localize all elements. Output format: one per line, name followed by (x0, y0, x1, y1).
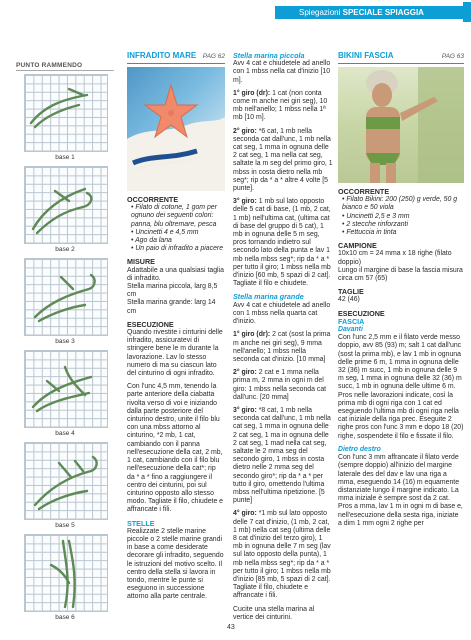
stitch-label-3: base 3 (55, 338, 75, 345)
stelle-text: Realizzate 2 stelle marine piccole o 2 stelle marine grandi in base a come desiderate decorare gli infradito, seguendo le istruzioni del motivo scelto. Il centro della stella si lavora in tondo, mentre le punte si eseguono in successione attorno alla parte centrale. (127, 527, 224, 601)
stitch-diagram-2 (24, 166, 108, 244)
material-item: • 2 stecche rinforzanti (342, 220, 408, 228)
stitch-label-4: base 4 (55, 430, 75, 437)
bikini-title: BIKINI FASCIA (338, 51, 394, 60)
infradito-photo (127, 67, 225, 191)
infradito-materials (127, 204, 225, 253)
bikini-photo (338, 67, 464, 183)
header-banner (0, 0, 471, 24)
section-title: SPECIALE SPIAGGIA (342, 8, 424, 17)
stella-piccola-giro-2: 2° giro: *6 cat, 1 mb nella seconda cat dall'unc, 1 mb nella cat seg, 1 mma in ognuna delle 2 cat seg, 1 ma nella cat seg, saltate la m seg del primo giro, 1 mbss in costa dietro nella mb seg*; rip da * a * altre 4 volte [5 punte]. (233, 127, 333, 193)
infradito-esecuzione-p1: Quando rivestite i cinturini delle infradito, assicuratevi di stringere bene le m durante la lavorazione. Lav lo stesso numero di ma su ciascun lato del cinturino di ogni infradito. (127, 329, 223, 378)
sidebar-rule (16, 70, 114, 71)
stitch-label-1: base 1 (55, 154, 75, 161)
bikini-campione-text-2: Lungo il margine di base la fascia misura circa cm 57 (65) (338, 266, 463, 283)
section-bar (275, 6, 471, 19)
stella-piccola-giro-1: 1° giro (dr): 1 cat (non conta come m anche nei giri seg), 10 mb nell'anello; 1 mbss nella 1ª mb [10 m]. (233, 89, 328, 122)
stella-grande-title: Stella marina grande (233, 292, 304, 302)
stella-piccola-giro-3: 3° giro: 1 mb sul lato opposto delle 5 cat di base, (1 mb, 2 cat, 1 mb) nell'ultima cat, (ultima cat di base del gruppo di 5 cat), 1 mb in ognuna delle 5 m seg, pros tornando indietro sul secondo lato della punta e lav 1 mb nella mbss seg*; rip da * a * per tutto il giro; 1 mbss nella mb d'inizio [60 mb, 5 spazi di 2 cat]. Tagliate il filo e chiudete. (233, 198, 331, 288)
fascia-title: FASCIA (338, 316, 365, 326)
column-bikini (338, 52, 464, 533)
infradito-esecuzione-title: ESECUZIONE (127, 319, 174, 329)
stella-closing: Cucite una stella marina al vertice dei cinturini. (233, 605, 315, 621)
material-item: • Ago da lana (131, 237, 172, 245)
bikini-title-row (338, 52, 464, 64)
stitch-label-2: base 2 (55, 246, 75, 253)
stitch-label-5: base 5 (55, 522, 75, 529)
material-item: • Uncinetti 2,5 e 3 mm (342, 212, 410, 220)
stitch-label-6: base 6 (55, 614, 75, 621)
stitch-diagram-6 (24, 534, 108, 612)
dietro-text: Con l'unc 3 mm affrancate il filato verde (sempre doppio) all'inizio del margine laterale des del dav e lav una riga a mma, eseguendo 14 (16) m equamente distanziate lungo il margine indicato. La mma iniziale è sempre sost da 2 cat. Pros a mma, lav 1 m in ogni m di base e, nell'esecuzione della sesta riga, iniziate a dim 1 mm ogni 2 righe per (338, 454, 463, 527)
section-label: Spiegazioni (299, 8, 341, 17)
section-tab (463, 2, 471, 22)
stella-grande-intro: Avv 4 cat e chiudetele ad anello con 1 mbss nella quarta cat d'inizio. (233, 301, 331, 326)
stitch-sidebar (16, 62, 114, 622)
stella-grande-giro-3: 3° giro: *8 cat, 1 mb nella seconda cat dall'unc, 1 mb nella cat seg, 1 mma in ognuna delle 2 cat seg, 1 ma in ognuna delle 2 cat seg, 1 mad nella cat seg, saltate le 2 mma seg del secondo giro, 1 mbss in costa dietro nelle 2 mma seg del secondo giro*; rip da * a * per tutto il giro, omettendo l'ultima mbss nell'ultima ripetizione. [5 punte] (233, 406, 331, 505)
stitch-diagram-4 (24, 350, 108, 428)
infradito-misure-line: Stella marina grande: larg 14 cm (127, 299, 216, 315)
infradito-page-ref: PAG 62 (202, 53, 225, 60)
stitch-diagram-1 (24, 74, 108, 152)
bikini-campione-text: 10x10 cm = 24 mma x 18 righe (filato doppio) (338, 250, 452, 266)
davanti-title: Davanti (338, 326, 363, 334)
dietro-title: Dietro destro (338, 445, 381, 453)
infradito-misure-text: Adattabile a una qualsiasi taglia di infradito. (127, 266, 224, 282)
stella-piccola-intro: Avv 4 cat e chiudetele ad anello con 1 mbss nella cat d'inizio [10 m]. (233, 60, 331, 84)
stella-grande-giro-4: 4° giro: *1 mb sul lato opposto delle 7 cat d'inizio, (1 mb, 2 cat, 1 mb) nella cat seg (ultima delle 8 cat d'inizio del terzo giro), 1 mb in ognuna delle 7 m seg (lav sul lato opposto della punta), 1 mb nella mbss seg*; rip da * a * per tutto il giro; 1 mbss nella mb d'inizio [85 mb, 5 spazi di 2 cat]. Tagliate il filo, chiudete e affrancate i fili. (233, 510, 331, 600)
infradito-occorrente-title: OCCORRENTE (127, 195, 179, 204)
infradito-misure-title: MISURE (127, 257, 155, 267)
infradito-title: INFRADITO MARE (127, 51, 197, 60)
material-item: • Uncinetti 4 e 4,5 mm (131, 228, 199, 236)
stella-grande-giro-1: 1° giro (dr): 2 cat (sost la prima m anche nei giri seg), 9 mma nell'anello; 1 mbss nella seconda cat d'inizio. [10 mma] (233, 331, 331, 363)
stella-grande-giro-2: 2° giro: 2 cat e 1 mma nella prima m, 2 mma in ogni m del giro: 1 mbss nella seconda cat dall'unc. [20 mma] (233, 369, 327, 401)
bikini-page-ref: PAG 63 (441, 53, 464, 60)
column-stella (233, 52, 333, 627)
bikini-occorrente-title: OCCORRENTE (338, 187, 390, 196)
infradito-title-row (127, 52, 225, 64)
bikini-taglie-title: TAGLIE (338, 287, 364, 297)
davanti-text: Con l'unc 2,5 mm e il filato verde messo doppio, avv 85 (93) m; salt 1 cat dall'unc (sost la prima mb), e lav 1 mb in ognuna delle prime 6 m, 1 mma in ognuna delle 32 (36) m succ, 1 mb in ognuna delle 9 m seg, 1 mma in ognuna delle 32 (36) m succ, 1 mb in ognuna delle ultime 6 m. Pros nelle lavorazioni indicate, così la prima mb di ogni riga con 1 cat ed eseguendo l'ultima mb di ogni riga nella cat iniziale della riga prec. Eseguite 2 righe pros con l'unc 3 mm e dopo 18 (20) righe, sospendete il filo e fissate il filo. (338, 334, 464, 440)
material-item: • Filato di cotone, 1 gom per ognuno dei seguenti colori: panna, blu oltremare, pesca (131, 204, 217, 228)
stella-piccola-title: Stella marina piccola (233, 51, 305, 60)
stitch-diagram-3 (24, 258, 108, 336)
bikini-esecuzione-title: ESECUZIONE (338, 308, 385, 318)
stitch-diagram-5 (24, 442, 108, 520)
material-item: • Fettuccia in tinta (342, 229, 397, 237)
page-number: 43 (227, 624, 235, 631)
bikini-taglie-text: 42 (46) (338, 296, 360, 304)
stelle-title: STELLE (127, 518, 155, 528)
infradito-esecuzione-p2: Con l'unc 4,5 mm, tenendo la parte anteriore della ciabatta rivolta verso di voi e iniziando dalla parte posteriore del cinturino destro, unite il filo blu con una mbss attorno al cinturino, *2 mb, 1 cat, cambiando con il panna nell'esecuzione della cat, 2 mb, 1 cat, cambiando con il filo blu nell'esecuzione della cat*; rip da * a * fino a raggiungere il centro dei cinturini, poi sul cinturino opposto allo stesso modo. Tagliate il filo, chiudete e affrancate i fili. (127, 383, 224, 514)
material-item: • Filato Bikini: 200 (250) g verde, 50 g bianco e 50 viola (342, 196, 458, 212)
sidebar-title: PUNTO RAMMENDO (16, 62, 83, 69)
bikini-materials (338, 196, 464, 237)
bikini-campione-title: CAMPIONE (338, 241, 377, 251)
infradito-misure-line: Stella marina piccola, larg 8,5 cm (127, 283, 218, 299)
material-item: • Un paio di infradito a piacere (131, 245, 224, 253)
column-infradito (127, 52, 225, 607)
